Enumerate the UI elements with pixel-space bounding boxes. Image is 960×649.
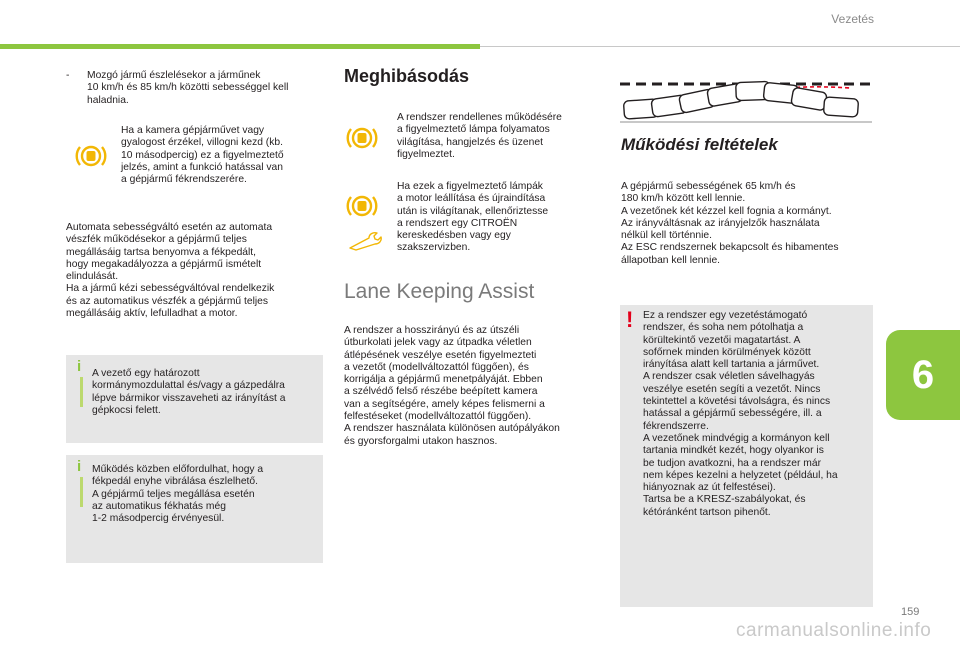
page-number: 159 (901, 606, 920, 618)
brake-warning-lamp-icon (346, 122, 378, 154)
chapter-tab (886, 330, 960, 420)
warning-text: Ez a rendszer egy vezetéstámogató rendszer, és soha nem pótolhatja a körültekintő vezetői magatartást. A sofőrnek minden körülmények között irányítása alatt kell tartania a járművet. A rendszer csak véletlen sávelhagyás veszélye esetén segíti a vezetőt. Nincs tekintettel a követési távolságra, és nincs hatással a gépjármű sebességére, ill. a fékrendszerre. A vezetőnek mindvégig a kormányon kell tartania mindkét kezét, hogy olyankor is be tudjon avatkozni, ha a rendszer már nem képes kezelni a helyzetet (például, ha hiányoznak az út felfestései). Tartsa be a KRESZ-szabályokat, és kétóránként tartson pihenőt. (643, 310, 838, 518)
wrench-icon (348, 230, 382, 252)
header-accent-bar (0, 44, 480, 49)
header-rule (480, 46, 960, 47)
info-bar (80, 377, 83, 407)
info-override-text: A vezető egy határozott kormánymozdulattal és/vagy a gázpedálra lépve bármikor visszaveheti az irányítást a gépkocsi felett. (92, 368, 286, 416)
warning-exclamation-icon: ! (626, 307, 634, 332)
warning-box (620, 305, 873, 607)
section-title: Vezetés (831, 12, 874, 26)
camera-detection-text: Ha a kamera gépjárművet vagy gyalogost érzékel, villogni kezd (kb. 10 másodpercig) ez a figyelmeztető jelzés, amint a funkció hatással van a gépjármű fékrendszerére. (121, 125, 284, 186)
lane-keeping-assist-text: A rendszer a hosszirányú és az útszéli útburkolati jelek vagy az útpadka véletlen átlépésének veszélye esetén figyelmezteti a vezetőt (modellváltozattól függően), és korrigálja a gépjármű menetpályáját. Ebben a szélvédő felső részébe beépített kamera van a segítségére, amely képes felismerni a felfestéseket (modellváltozattól függően). A rendszer használata különösen autópályákon és gyorsforgalmi utakon hasznos. (344, 325, 560, 447)
lane-departure-illustration (620, 70, 872, 132)
info-icon: i (77, 358, 82, 375)
operating-conditions-text: A gépjármű sebességének 65 km/h és 180 km/h között kell lennie. A vezetőnek két kézzel kell fognia a kormányt. Az irányváltásnak az irányjelzők használata nélkül kell történnie. Az ESC rendszernek bekapcsolt és hibamentes állapotban kell lennie. (621, 181, 839, 266)
fault-service-text: Ha ezek a figyelmeztető lámpák a motor leállítása és újraindítása után is világítanak, ellenőriztesse a rendszert egy CITROËN kereskedésben vagy egy szakszervizben. (397, 181, 549, 254)
speed-bullet-text: Mozgó jármű észlelésekor a járműnek 10 km/h és 85 km/h közötti sebességgel kell haladnia. (87, 70, 289, 106)
chapter-number: 6 (911, 353, 935, 397)
operating-conditions-heading: Működési feltételek (621, 135, 778, 154)
fault-heading: Meghibásodás (344, 66, 470, 86)
lane-keeping-assist-heading: Lane Keeping Assist (344, 280, 535, 303)
brake-warning-lamp-icon (75, 140, 107, 172)
bullet-dash: - (66, 70, 70, 81)
fault-lamp-text: A rendszer rendellenes működésére a figyelmeztető lámpa folyamatos világítása, hangjelzés és üzenet figyelmeztet. (397, 112, 562, 160)
info-box-override (66, 355, 323, 443)
info-vibration-text: Működés közben előfordulhat, hogy a fékpedál enyhe vibrálása észlelhető. A gépjármű teljes megállása esetén az automatikus fékhatás még 1-2 másodpercig érvényesül. (92, 464, 264, 525)
info-bar (80, 477, 83, 507)
watermark: carmanualsonline.info (736, 620, 932, 641)
brake-warning-lamp-icon (346, 190, 378, 222)
info-icon: i (77, 458, 82, 475)
automatic-gearbox-text: Automata sebességváltó esetén az automata vészfék működésekor a gépjármű teljes megállásáig tartsa benyomva a fékpedált, hogy megakadályozza a gépjármű ismételt elindulását. Ha a jármű kézi sebességváltóval rendelkezik és az automatikus vészfék a gépjármű teljes megállásáig aktív, lefulladhat a motor. (66, 222, 275, 320)
info-box-vibration (66, 455, 323, 563)
